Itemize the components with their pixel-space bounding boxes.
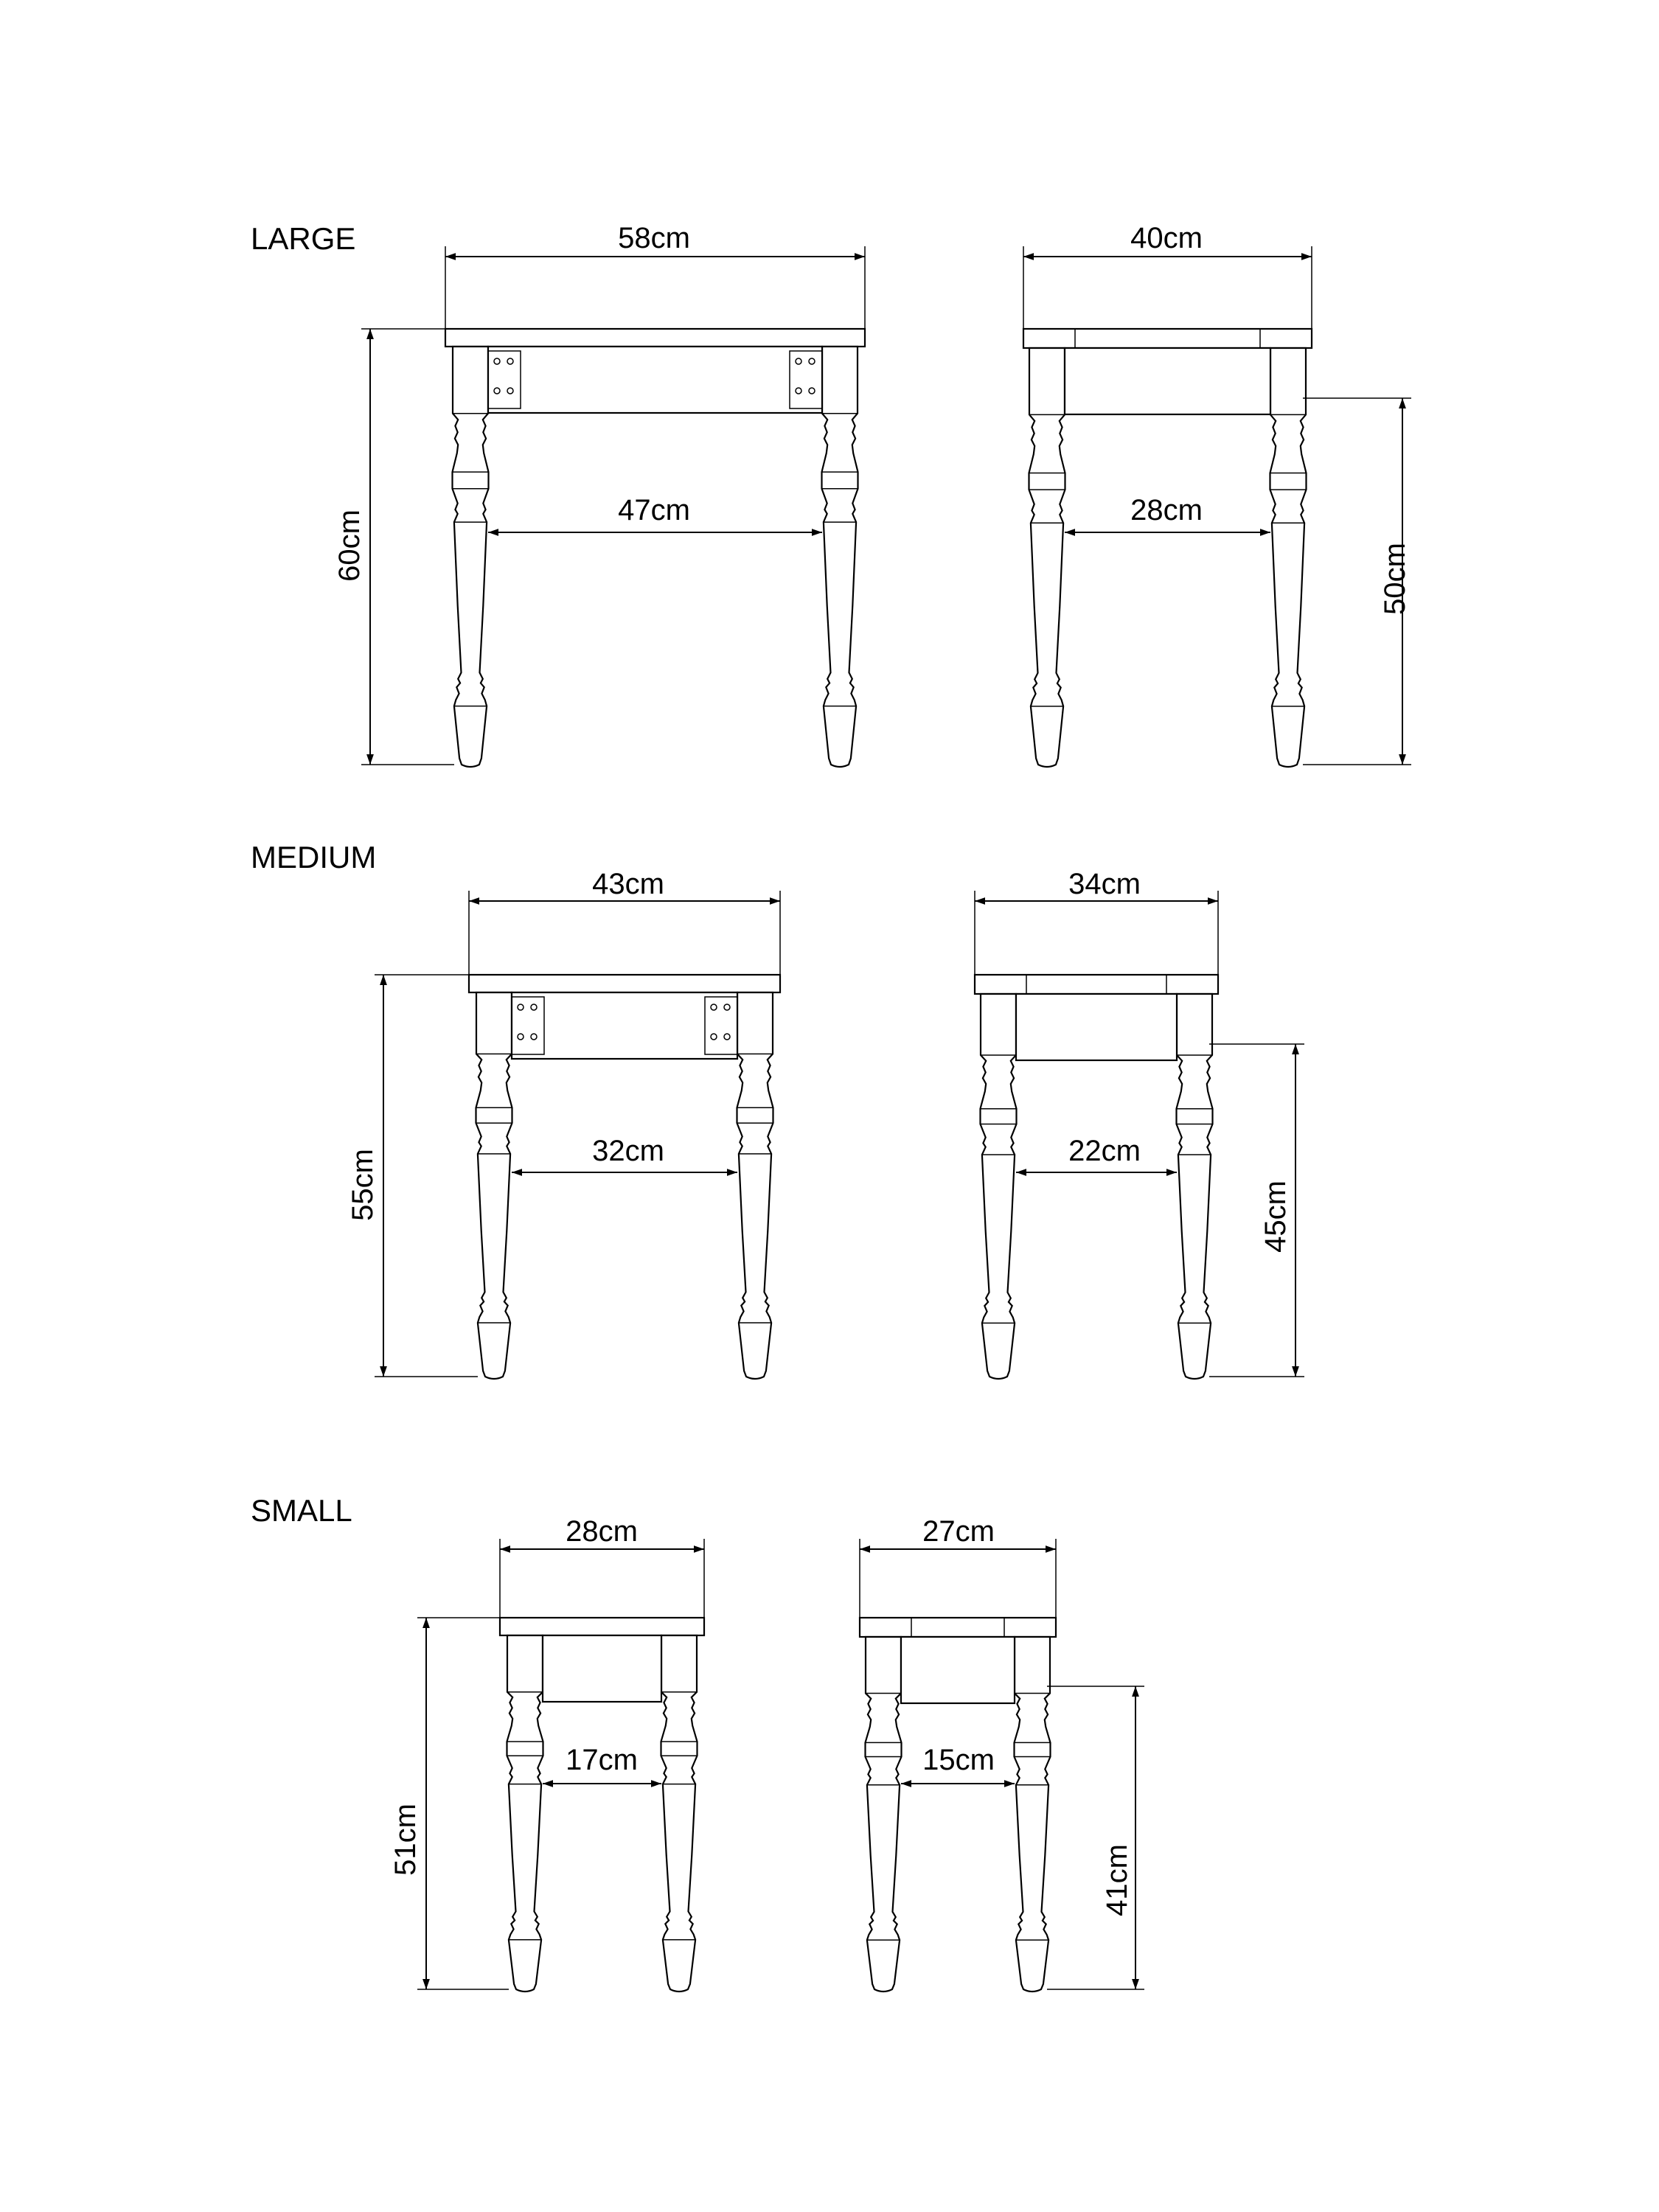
leg-right bbox=[737, 992, 773, 1379]
medium-side-height-label: 45cm bbox=[1259, 1180, 1292, 1253]
leg-right bbox=[661, 1635, 698, 1992]
tabletop bbox=[445, 329, 865, 347]
small-front-inner-label: 17cm bbox=[566, 1744, 638, 1776]
large-side-inner-label: 28cm bbox=[1130, 494, 1203, 526]
small-side-inner-label: 15cm bbox=[922, 1744, 995, 1776]
leg-right bbox=[822, 347, 858, 767]
medium-front-height-label: 55cm bbox=[347, 1149, 379, 1221]
leg-left bbox=[507, 1635, 543, 1992]
small-front-height-label: 51cm bbox=[389, 1804, 422, 1876]
size-label-small: SMALL bbox=[251, 1493, 352, 1528]
side-rail bbox=[1016, 994, 1177, 1060]
medium-side-inner-label: 22cm bbox=[1068, 1135, 1141, 1167]
apron bbox=[512, 992, 737, 1059]
tabletop bbox=[500, 1618, 704, 1635]
large-front-width-label: 58cm bbox=[618, 222, 690, 254]
leg-left bbox=[476, 992, 512, 1379]
size-label-large: LARGE bbox=[251, 221, 356, 256]
tabletop bbox=[1023, 329, 1312, 348]
leg-right bbox=[1177, 994, 1213, 1379]
size-label-medium: MEDIUM bbox=[251, 840, 377, 874]
tabletop bbox=[975, 975, 1218, 994]
medium-side-width-label: 34cm bbox=[1068, 868, 1141, 900]
leg-right bbox=[1015, 1637, 1051, 1992]
medium-front-inner-label: 32cm bbox=[592, 1135, 664, 1167]
leg-right bbox=[1270, 348, 1307, 767]
side-rail bbox=[1065, 348, 1270, 414]
large-front-view bbox=[361, 246, 865, 767]
large-side-view bbox=[1023, 246, 1411, 767]
tabletop bbox=[469, 975, 780, 992]
large-front-inner-label: 47cm bbox=[618, 494, 690, 526]
large-front-height-label: 60cm bbox=[333, 509, 366, 582]
leg-left bbox=[866, 1637, 902, 1992]
leg-left bbox=[1029, 348, 1065, 767]
small-front-view bbox=[417, 1539, 704, 1992]
large-side-height-label: 50cm bbox=[1379, 543, 1411, 615]
apron bbox=[543, 1635, 661, 1702]
small-front-width-label: 28cm bbox=[566, 1515, 638, 1548]
leg-left bbox=[981, 994, 1017, 1379]
small-side-height-label: 41cm bbox=[1101, 1844, 1133, 1916]
small-side-view bbox=[860, 1539, 1144, 1992]
medium-front-view bbox=[375, 891, 780, 1379]
leg-left bbox=[453, 347, 489, 767]
medium-front-width-label: 43cm bbox=[592, 868, 664, 900]
tabletop bbox=[860, 1618, 1056, 1637]
side-rail bbox=[901, 1637, 1015, 1703]
apron bbox=[488, 347, 822, 413]
large-side-width-label: 40cm bbox=[1130, 222, 1203, 254]
small-side-width-label: 27cm bbox=[922, 1515, 995, 1548]
